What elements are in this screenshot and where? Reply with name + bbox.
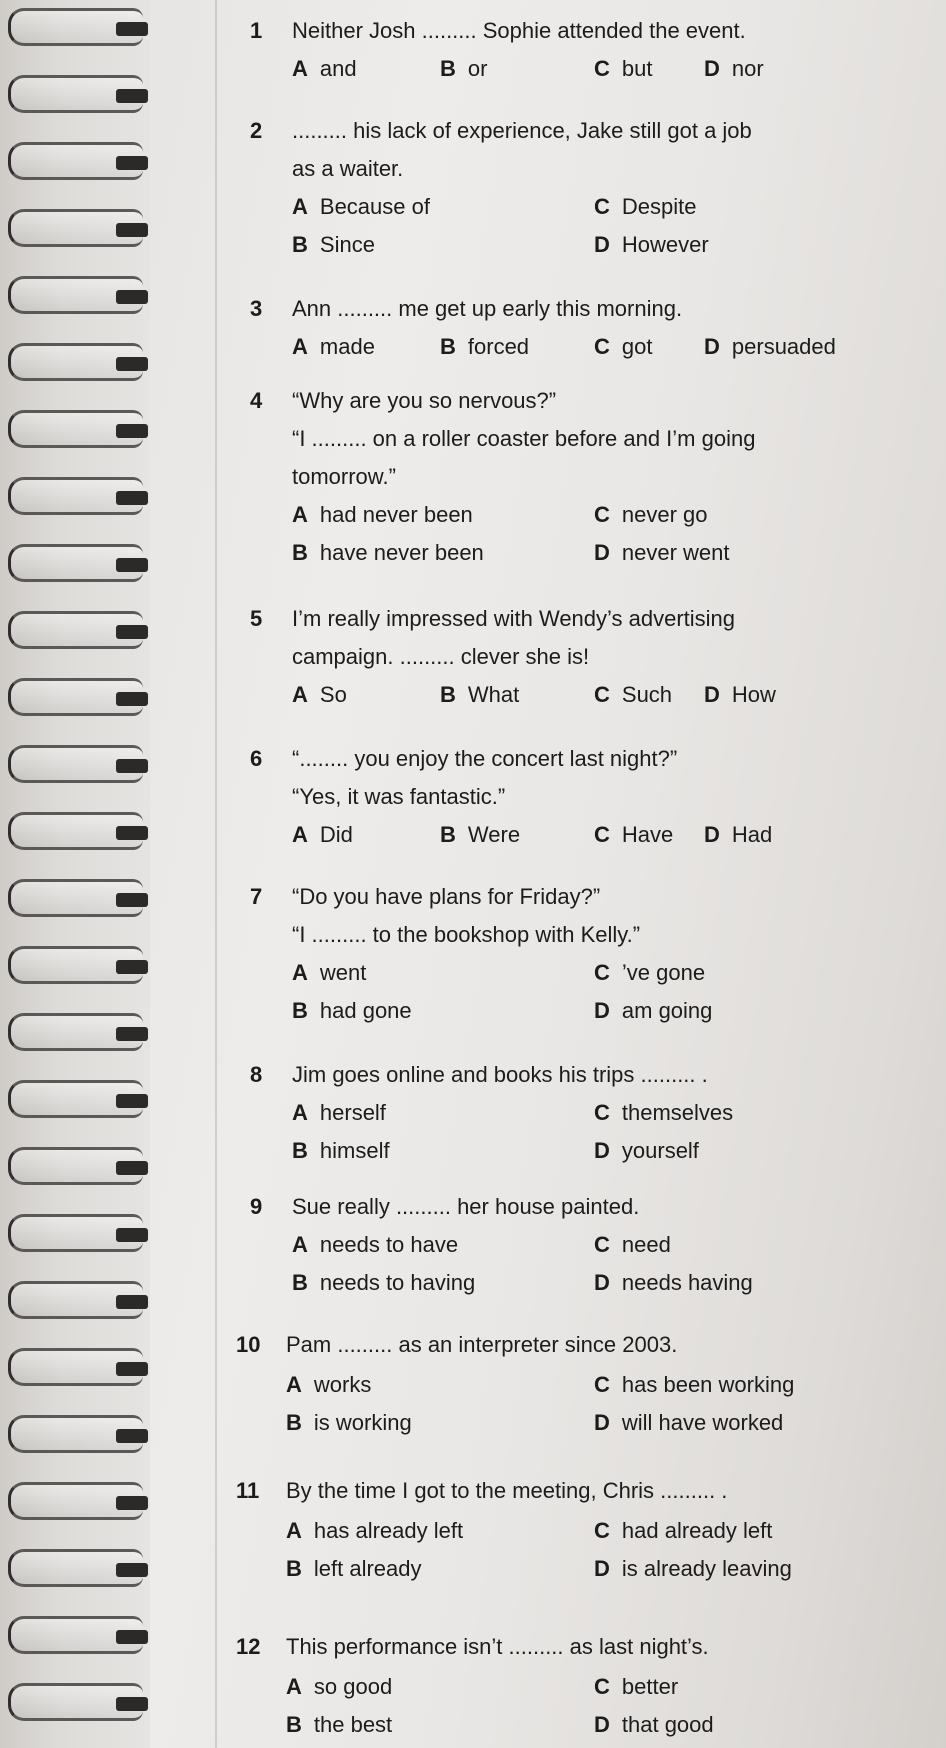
- question-text: Ann ......... me get up early this morning.: [292, 296, 683, 321]
- answer-option-c[interactable]: [594, 1674, 678, 1700]
- punch-hole: [116, 893, 148, 907]
- option-letter: A: [292, 1100, 308, 1125]
- option-text: Were: [467, 822, 521, 847]
- question-text: “........ you enjoy the concert last night?”: [292, 746, 678, 771]
- punch-hole: [116, 960, 148, 974]
- option-letter: A: [292, 334, 308, 359]
- answer-option-b[interactable]: [440, 822, 520, 848]
- answer-option-b[interactable]: [292, 540, 484, 566]
- question-number: 9: [250, 1194, 263, 1219]
- punch-hole: [116, 1429, 148, 1443]
- punch-hole: [116, 558, 148, 572]
- answer-option-d[interactable]: [594, 998, 712, 1024]
- option-text: and: [319, 56, 357, 81]
- option-text: have never been: [319, 540, 484, 565]
- punch-hole: [116, 424, 148, 438]
- option-letter: A: [292, 1232, 308, 1257]
- option-text: has already left: [313, 1518, 464, 1543]
- answer-option-a[interactable]: [292, 334, 375, 360]
- question-text: I’m really impressed with Wendy’s advertising: [292, 606, 736, 631]
- punch-hole: [116, 1697, 148, 1711]
- option-text: is already leaving: [621, 1556, 792, 1581]
- option-letter: C: [594, 682, 610, 707]
- option-text: However: [621, 232, 709, 257]
- option-letter: B: [440, 334, 456, 359]
- option-text: left already: [313, 1556, 422, 1581]
- option-text: ’ve gone: [621, 960, 706, 985]
- option-letter: A: [286, 1372, 302, 1397]
- option-letter: B: [286, 1712, 302, 1737]
- question-number: 8: [250, 1062, 263, 1087]
- option-letter: B: [440, 56, 456, 81]
- answer-option-b[interactable]: [286, 1712, 392, 1738]
- option-letter: B: [440, 822, 456, 847]
- option-letter: C: [594, 1518, 610, 1543]
- answer-option-a[interactable]: [286, 1372, 371, 1398]
- answer-option-c[interactable]: [594, 56, 652, 82]
- option-text: that good: [621, 1712, 714, 1737]
- option-text: Have: [621, 822, 674, 847]
- option-text: works: [313, 1372, 372, 1397]
- answer-option-d[interactable]: [704, 682, 776, 708]
- option-text: forced: [467, 334, 530, 359]
- answer-option-a[interactable]: [286, 1674, 392, 1700]
- question-text: “Yes, it was fantastic.”: [292, 784, 506, 809]
- option-letter: D: [594, 1138, 610, 1163]
- answer-option-d[interactable]: [594, 1712, 714, 1738]
- option-letter: B: [292, 998, 308, 1023]
- option-text: Had: [731, 822, 773, 847]
- question-text: This performance isn’t ......... as last night’s.: [286, 1634, 709, 1659]
- option-letter: D: [594, 1712, 610, 1737]
- option-letter: C: [594, 194, 610, 219]
- answer-option-c[interactable]: [594, 502, 708, 528]
- question-text: campaign. ......... clever she is!: [292, 644, 590, 669]
- answer-option-d[interactable]: [594, 1410, 783, 1436]
- option-text: or: [467, 56, 488, 81]
- answer-option-b[interactable]: [292, 998, 412, 1024]
- option-text: herself: [319, 1100, 386, 1125]
- option-text: Because of: [319, 194, 430, 219]
- option-text: themselves: [621, 1100, 734, 1125]
- option-text: never went: [621, 540, 730, 565]
- punch-hole: [116, 22, 148, 36]
- question-text: “I ......... to the bookshop with Kelly.”: [292, 922, 641, 947]
- punch-hole: [116, 1496, 148, 1510]
- punch-hole: [116, 759, 148, 773]
- option-text: needs having: [621, 1270, 753, 1295]
- option-text: had already left: [621, 1518, 773, 1543]
- option-letter: C: [594, 1372, 610, 1397]
- option-text: never go: [621, 502, 708, 527]
- answer-option-c[interactable]: [594, 1232, 671, 1258]
- option-letter: D: [594, 1556, 610, 1581]
- answer-option-b[interactable]: [292, 1138, 390, 1164]
- answer-option-a[interactable]: [292, 1100, 386, 1126]
- answer-option-c[interactable]: [594, 1100, 733, 1126]
- answer-option-a[interactable]: [292, 1232, 458, 1258]
- option-text: has been working: [621, 1372, 795, 1397]
- punch-hole: [116, 1027, 148, 1041]
- question-number: 4: [250, 388, 263, 413]
- option-letter: D: [704, 682, 720, 707]
- option-text: Since: [319, 232, 375, 257]
- question-number: 7: [250, 884, 263, 909]
- option-text: made: [319, 334, 375, 359]
- answer-option-c[interactable]: [594, 1372, 794, 1398]
- option-letter: D: [594, 1410, 610, 1435]
- punch-hole: [116, 491, 148, 505]
- question-text: as a waiter.: [292, 156, 404, 181]
- option-letter: C: [594, 1232, 610, 1257]
- punch-hole: [116, 1161, 148, 1175]
- option-letter: A: [292, 56, 308, 81]
- answer-option-b[interactable]: [292, 232, 375, 258]
- option-letter: B: [292, 1138, 308, 1163]
- answer-option-c[interactable]: [594, 334, 652, 360]
- option-letter: A: [292, 502, 308, 527]
- answer-option-b[interactable]: [286, 1556, 422, 1582]
- question-number: 11: [236, 1478, 260, 1503]
- answer-option-a[interactable]: [286, 1518, 463, 1544]
- option-text: needs to having: [319, 1270, 476, 1295]
- answer-option-a[interactable]: [292, 960, 366, 986]
- option-letter: D: [704, 334, 720, 359]
- punch-hole: [116, 1094, 148, 1108]
- option-letter: C: [594, 56, 610, 81]
- answer-option-a[interactable]: [292, 682, 347, 708]
- answer-option-d[interactable]: [594, 1138, 699, 1164]
- question-text: ......... his lack of experience, Jake still got a job: [292, 118, 752, 143]
- answer-option-c[interactable]: [594, 960, 705, 986]
- option-letter: C: [594, 334, 610, 359]
- option-text: is working: [313, 1410, 412, 1435]
- option-text: Did: [319, 822, 353, 847]
- answer-option-c[interactable]: [594, 1518, 772, 1544]
- punch-hole: [116, 692, 148, 706]
- option-text: had gone: [319, 998, 412, 1023]
- question-text: Neither Josh ......... Sophie attended the event.: [292, 18, 746, 43]
- option-letter: D: [704, 822, 720, 847]
- option-text: need: [621, 1232, 671, 1257]
- option-text: but: [621, 56, 653, 81]
- question-text: By the time I got to the meeting, Chris ......... .: [286, 1478, 728, 1503]
- answer-option-a[interactable]: [292, 194, 430, 220]
- punch-hole: [116, 156, 148, 170]
- question-text: Pam ......... as an interpreter since 2003.: [286, 1332, 678, 1357]
- answer-option-b[interactable]: [286, 1410, 412, 1436]
- punch-hole: [116, 290, 148, 304]
- spiral-binding: [0, 0, 150, 1748]
- option-letter: D: [594, 540, 610, 565]
- answer-option-a[interactable]: [292, 56, 357, 82]
- option-letter: C: [594, 822, 610, 847]
- option-text: himself: [319, 1138, 390, 1163]
- option-text: Such: [621, 682, 673, 707]
- question-text: “I ......... on a roller coaster before and I’m going: [292, 426, 756, 451]
- answer-option-d[interactable]: [704, 56, 764, 82]
- option-text: the best: [313, 1712, 393, 1737]
- question-number: 5: [250, 606, 263, 631]
- answer-option-c[interactable]: [594, 682, 672, 708]
- question-number: 12: [236, 1634, 261, 1659]
- option-letter: A: [286, 1518, 302, 1543]
- option-letter: B: [440, 682, 456, 707]
- answer-option-c[interactable]: [594, 822, 673, 848]
- option-text: better: [621, 1674, 679, 1699]
- punch-hole: [116, 89, 148, 103]
- option-text: am going: [621, 998, 713, 1023]
- question-number: 2: [250, 118, 263, 143]
- option-text: Despite: [621, 194, 697, 219]
- answer-option-d[interactable]: [594, 232, 709, 258]
- option-letter: C: [594, 1100, 610, 1125]
- answer-option-a[interactable]: [292, 822, 353, 848]
- option-text: got: [621, 334, 653, 359]
- answer-option-d[interactable]: [594, 540, 730, 566]
- punch-hole: [116, 223, 148, 237]
- question-text: Sue really ......... her house painted.: [292, 1194, 640, 1219]
- option-text: had never been: [319, 502, 473, 527]
- option-text: What: [467, 682, 520, 707]
- option-letter: B: [286, 1556, 302, 1581]
- option-text: nor: [731, 56, 764, 81]
- option-text: yourself: [621, 1138, 699, 1163]
- question-number: 1: [250, 18, 263, 43]
- answer-option-b[interactable]: [292, 1270, 475, 1296]
- question-text: “Why are you so nervous?”: [292, 388, 557, 413]
- option-letter: B: [292, 540, 308, 565]
- option-letter: A: [292, 682, 308, 707]
- question-text: tomorrow.”: [292, 464, 396, 489]
- answer-option-a[interactable]: [292, 502, 473, 528]
- question-text: Jim goes online and books his trips ......... .: [292, 1062, 708, 1087]
- punch-hole: [116, 1563, 148, 1577]
- option-letter: D: [594, 998, 610, 1023]
- option-text: How: [731, 682, 776, 707]
- question-text: “Do you have plans for Friday?”: [292, 884, 601, 909]
- option-text: will have worked: [621, 1410, 784, 1435]
- page-margin-line: [215, 0, 217, 1748]
- question-number: 6: [250, 746, 263, 771]
- option-text: needs to have: [319, 1232, 459, 1257]
- question-number: 10: [236, 1332, 261, 1357]
- option-letter: C: [594, 960, 610, 985]
- option-letter: A: [286, 1674, 302, 1699]
- punch-hole: [116, 625, 148, 639]
- option-letter: D: [594, 232, 610, 257]
- option-text: so good: [313, 1674, 393, 1699]
- option-letter: A: [292, 194, 308, 219]
- option-letter: B: [286, 1410, 302, 1435]
- option-letter: A: [292, 960, 308, 985]
- punch-hole: [116, 826, 148, 840]
- option-letter: B: [292, 1270, 308, 1295]
- option-letter: A: [292, 822, 308, 847]
- punch-hole: [116, 1295, 148, 1309]
- answer-option-c[interactable]: [594, 194, 696, 220]
- option-text: persuaded: [731, 334, 836, 359]
- option-letter: C: [594, 502, 610, 527]
- punch-hole: [116, 1630, 148, 1644]
- answer-option-d[interactable]: [594, 1270, 753, 1296]
- option-letter: D: [594, 1270, 610, 1295]
- option-letter: C: [594, 1674, 610, 1699]
- answer-option-d[interactable]: [704, 822, 772, 848]
- punch-hole: [116, 1362, 148, 1376]
- answer-option-d[interactable]: [594, 1556, 792, 1582]
- option-text: So: [319, 682, 347, 707]
- answer-option-b[interactable]: [440, 682, 519, 708]
- punch-hole: [116, 357, 148, 371]
- option-letter: D: [704, 56, 720, 81]
- question-number: 3: [250, 296, 263, 321]
- answer-option-b[interactable]: [440, 334, 529, 360]
- answer-option-b[interactable]: [440, 56, 487, 82]
- answer-option-d[interactable]: [704, 334, 836, 360]
- option-text: went: [319, 960, 367, 985]
- punch-hole: [116, 1228, 148, 1242]
- option-letter: B: [292, 232, 308, 257]
